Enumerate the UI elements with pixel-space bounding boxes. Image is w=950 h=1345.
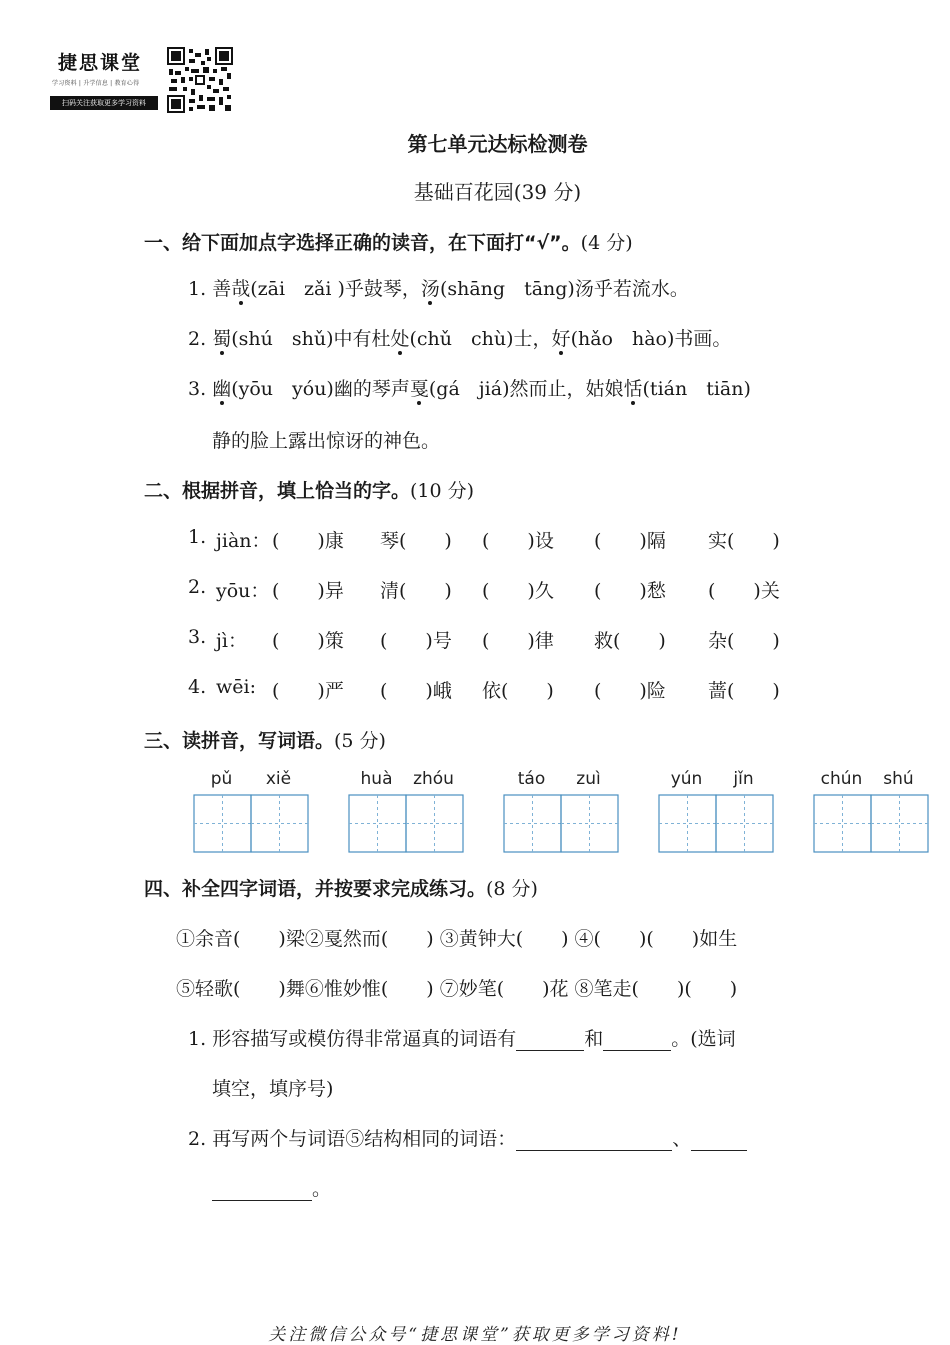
answer-blank[interactable]	[516, 1130, 672, 1151]
page-title: 第七单元达标检测卷	[407, 132, 588, 156]
qr-code-icon	[167, 47, 233, 113]
s2-fill-item[interactable]: ( )号	[380, 630, 452, 652]
footer-note: 关注微信公众号“捷思课堂”获取更多学习资料!	[268, 1325, 682, 1345]
s3-writing-grid[interactable]	[503, 794, 619, 853]
s3-pinyin: zhóu	[413, 769, 454, 789]
section-3-heading: 三、读拼音，写词语。(5 分)	[144, 730, 386, 752]
dotted-char: 处	[390, 328, 410, 350]
brand-name: 捷思课堂	[58, 52, 143, 74]
s2-row-label: 3.	[188, 626, 207, 648]
s2-row-pinyin: wēi:	[216, 676, 256, 698]
section-4-heading: 四、补全四字词语，并按要求完成练习。(8 分)	[144, 878, 538, 900]
answer-blank[interactable]	[212, 1180, 312, 1201]
s1-question-1: 1. 善哉(zāi zǎi )乎鼓琴，汤(shāng tāng)汤乎若流水。	[188, 278, 689, 300]
s1-question-3: 3. 幽(yōu yóu)幽的琴声戛(gá jiá)然而止，姑娘恬(tián tiān)	[188, 378, 751, 400]
s2-fill-item[interactable]: ( )异	[272, 580, 344, 602]
s2-fill-item[interactable]: ( )康	[272, 530, 344, 552]
section-2-heading: 二、根据拼音，填上恰当的字。(10 分)	[144, 480, 475, 502]
s4-question-1: 1. 形容描写或模仿得非常逼真的词语有 和 。(选词	[188, 1028, 736, 1050]
s2-row-label: 2.	[188, 576, 207, 598]
s4-question-2-cont: 。	[212, 1174, 331, 1201]
s3-writing-grid[interactable]	[193, 794, 309, 853]
s3-pinyin: zuì	[576, 769, 601, 789]
s2-row-label: 1.	[188, 526, 207, 548]
s3-writing-grid[interactable]	[348, 794, 464, 853]
s3-pinyin: chún	[820, 769, 863, 789]
brand-banner: 扫码关注获取更多学习资料	[50, 96, 158, 110]
s2-fill-item[interactable]: 清( )	[380, 580, 452, 602]
s3-writing-grid[interactable]	[813, 794, 929, 853]
section-1-heading: 一、给下面加点字选择正确的读音，在下面打“√”。(4 分)	[144, 232, 633, 254]
s3-pinyin: pǔ	[210, 769, 233, 789]
dotted-char: 汤	[420, 278, 440, 300]
answer-blank[interactable]	[691, 1130, 747, 1151]
s2-fill-item[interactable]: ( )律	[482, 630, 554, 652]
s2-row-pinyin: jì：	[216, 630, 247, 652]
s2-row-pinyin: jiàn：	[216, 530, 271, 552]
s2-fill-item[interactable]: 蔷( )	[708, 680, 780, 702]
dotted-char: 幽	[212, 378, 232, 400]
dotted-char: 好	[551, 328, 571, 350]
s4-idioms-line-1: ①余音( )梁②戛然而( ) ③黄钟大( ) ④( )( )如生	[176, 928, 738, 950]
brand-tags: 学习资料 | 升学信息 | 教育心得	[52, 80, 140, 87]
s2-fill-item[interactable]: 救( )	[594, 630, 666, 652]
s2-fill-item[interactable]: 琴( )	[380, 530, 452, 552]
s3-pinyin: jǐn	[733, 769, 754, 789]
s2-fill-item[interactable]: ( )愁	[594, 580, 666, 602]
s2-fill-item[interactable]: ( )峨	[380, 680, 452, 702]
s2-fill-item[interactable]: ( )严	[272, 680, 344, 702]
answer-blank[interactable]	[516, 1030, 584, 1051]
s2-fill-item[interactable]: ( )策	[272, 630, 344, 652]
s2-fill-item[interactable]: 杂( )	[708, 630, 780, 652]
s2-fill-item[interactable]: ( )关	[708, 580, 780, 602]
s4-idioms-line-2: ⑤轻歌( )舞⑥惟妙惟( ) ⑦妙笔( )花 ⑧笔走( )( )	[176, 978, 738, 1000]
answer-blank[interactable]	[603, 1030, 671, 1051]
s3-writing-grid[interactable]	[658, 794, 774, 853]
s4-question-1-cont: 填空，填序号)	[212, 1078, 334, 1100]
s2-fill-item[interactable]: ( )隔	[594, 530, 666, 552]
section-subtitle: 基础百花园(39 分)	[413, 180, 582, 204]
s3-pinyin: xiě	[265, 769, 292, 789]
s2-fill-item[interactable]: ( )险	[594, 680, 666, 702]
s3-pinyin: huà	[360, 769, 393, 789]
s3-pinyin: shú	[883, 769, 914, 789]
s1-question-2: 2. 蜀(shú shǔ)中有杜处(chǔ chù)士，好(hǎo hào)书画。	[188, 328, 732, 350]
s2-fill-item[interactable]: ( )设	[482, 530, 554, 552]
s2-row-label: 4.	[188, 676, 207, 698]
dotted-char: 蜀	[212, 328, 232, 350]
dotted-char: 哉	[231, 278, 251, 300]
s3-pinyin: yún	[670, 769, 703, 789]
s1-question-3-cont: 静的脸上露出惊讶的神色。	[212, 430, 441, 452]
s4-question-2: 2. 再写两个与词语⑤结构相同的词语： 、	[188, 1124, 747, 1151]
s3-pinyin: táo	[517, 769, 546, 789]
s2-row-pinyin: yōu：	[216, 580, 270, 602]
s2-fill-item[interactable]: 依( )	[482, 680, 554, 702]
dotted-char: 戛	[409, 378, 429, 400]
s2-fill-item[interactable]: 实( )	[708, 530, 780, 552]
s2-fill-item[interactable]: ( )久	[482, 580, 554, 602]
dotted-char: 恬	[623, 378, 643, 400]
